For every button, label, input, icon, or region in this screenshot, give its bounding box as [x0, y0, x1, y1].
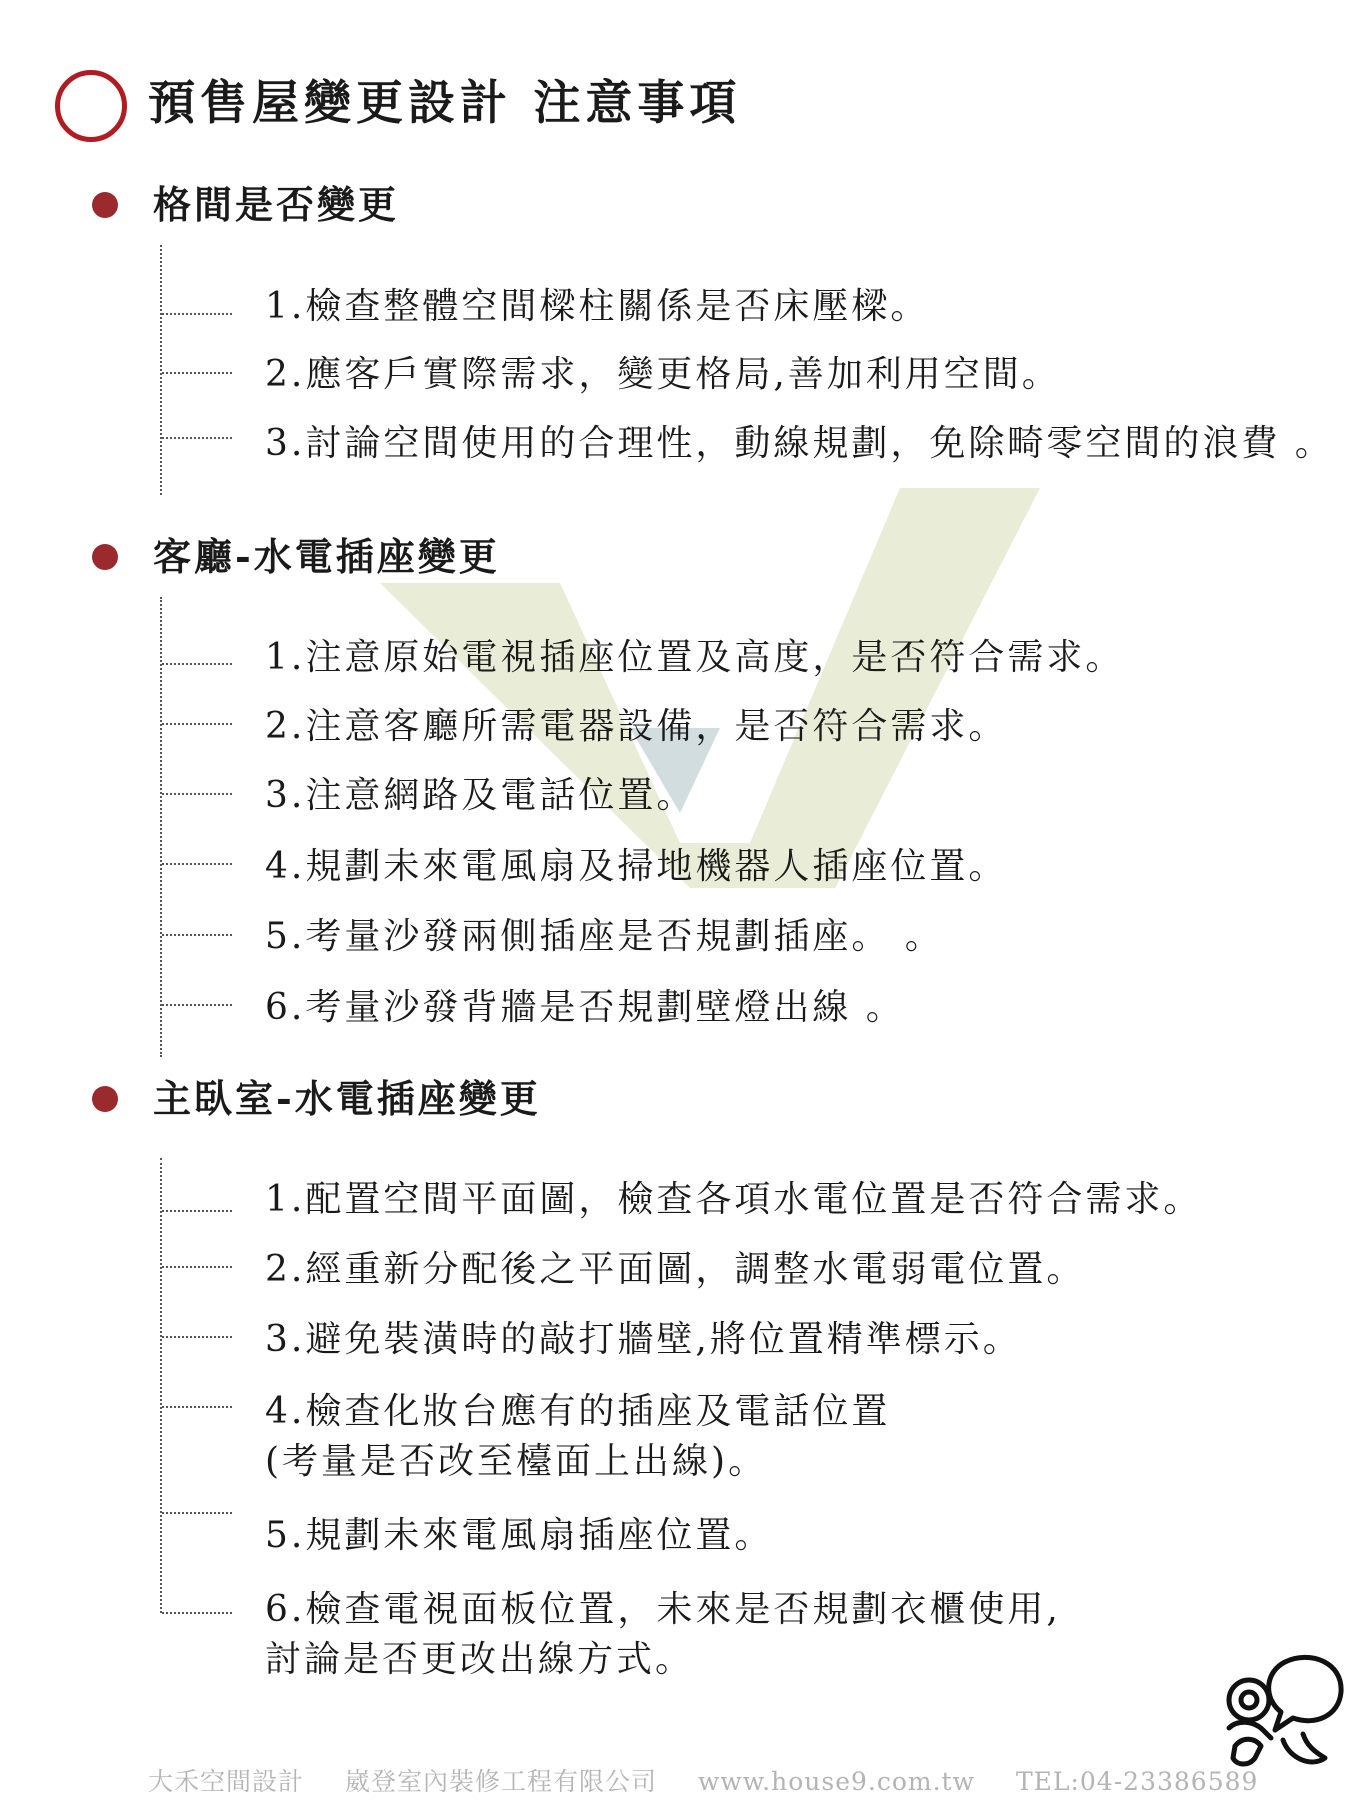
tree-branch	[162, 1004, 232, 1006]
tree-branch	[162, 793, 232, 795]
tree-connector	[160, 1158, 162, 1613]
list-item: 3.討論空間使用的合理性，動線規劃，免除畸零空間的浪費 。	[265, 423, 1334, 464]
tree-branch	[162, 934, 232, 936]
list-item-line: 4.檢查化妝台應有的插座及電話位置	[265, 1391, 891, 1432]
tree-branch	[162, 437, 232, 439]
list-item: 5.規劃未來電風扇插座位置。	[265, 1515, 774, 1556]
list-item	[265, 1387, 890, 1487]
tree-branch	[162, 1512, 232, 1514]
section-heading: 格間是否變更	[153, 182, 400, 227]
chat-bubble-logo-icon	[1215, 1650, 1345, 1780]
section-heading: 客廳-水電插座變更	[153, 534, 500, 579]
tree-connector	[160, 597, 162, 1057]
tree-branch	[162, 1210, 232, 1212]
tree-branch	[162, 372, 232, 374]
list-item: 6.考量沙發背牆是否規劃壁燈出線 。	[265, 987, 905, 1028]
list-item: 5.考量沙發兩側插座是否規劃插座。 。	[265, 916, 944, 957]
list-item-line: (考量是否改至檯面上出線)。	[265, 1441, 768, 1482]
list-item: 1.配置空間平面圖，檢查各項水電位置是否符合需求。	[265, 1179, 1203, 1220]
footer-company-legal: 崴登室內裝修工程有限公司	[344, 1767, 657, 1796]
list-item: 2.經重新分配後之平面圖，調整水電弱電位置。	[265, 1249, 1086, 1290]
tree-branch	[162, 863, 232, 865]
tree-branch	[162, 723, 232, 725]
tree-connector	[160, 245, 162, 495]
tree-branch	[162, 1266, 232, 1268]
list-item: 3.避免裝潢時的敲打牆壁,將位置精準標示。	[265, 1319, 1022, 1360]
footer-company: 大禾空間設計	[148, 1767, 305, 1796]
section-bullet-icon	[92, 544, 118, 570]
list-item: 1.注意原始電視插座位置及高度，是否符合需求。	[265, 637, 1125, 678]
tree-branch	[162, 663, 232, 665]
title-ring-icon	[55, 70, 127, 142]
tree-branch	[162, 1612, 232, 1614]
list-item: 4.規劃未來電風扇及掃地機器人插座位置。	[265, 846, 1008, 887]
section-bullet-icon	[92, 1086, 118, 1112]
section-bullet-icon	[92, 192, 118, 218]
list-item-line: 6.檢查電視面板位置，未來是否規劃衣櫃使用,	[265, 1589, 1061, 1630]
tree-branch	[162, 1336, 232, 1338]
list-item: 3.注意網路及電話位置。	[265, 775, 696, 816]
list-item: 2.注意客廳所需電器設備，是否符合需求。	[265, 706, 1008, 747]
list-item	[265, 1585, 1061, 1685]
tree-branch	[162, 1406, 232, 1408]
page-title: 預售屋變更設計 注意事項	[148, 76, 742, 131]
list-item: 2.應客戶實際需求，變更格局,善加利用空間。	[265, 354, 1061, 395]
list-item-line: 討論是否更改出線方式。	[265, 1639, 695, 1680]
section-heading: 主臥室-水電插座變更	[153, 1076, 541, 1121]
list-item: 1.檢查整體空間樑柱關係是否床壓樑。	[265, 286, 930, 327]
tree-branch	[162, 313, 232, 315]
footer-website: www.house9.com.tw	[697, 1767, 975, 1796]
footer-phone: TEL:04-23386589	[1015, 1767, 1259, 1796]
footer	[148, 1762, 1258, 1798]
